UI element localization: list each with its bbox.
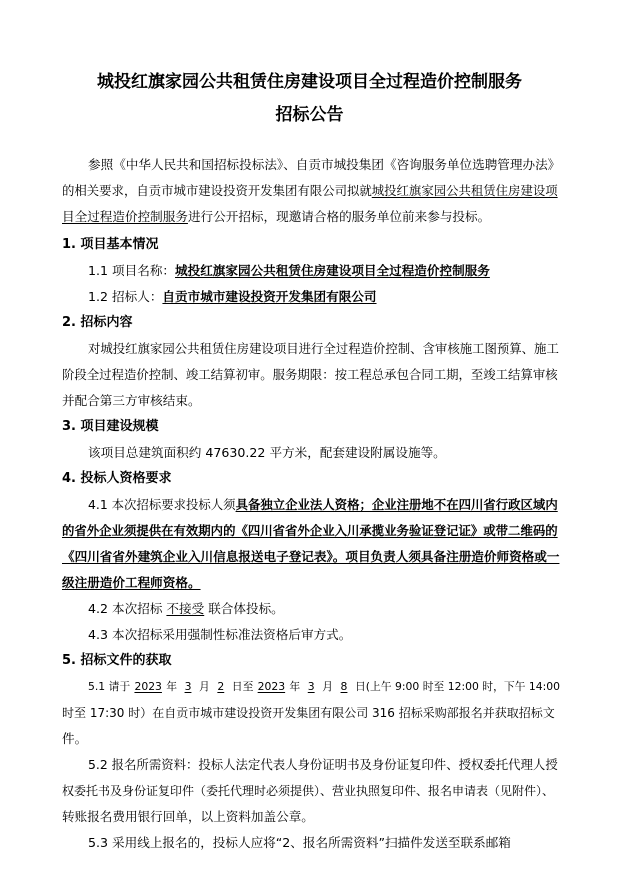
intro-text: 参照《中华人民共和国招标投标法》、自贡市城投集团《咨询服务单位选聘管理办法》 (88, 157, 561, 172)
document-title: 城投红旗家园公共租赁住房建设项目全过程造价控制服务 (97, 72, 522, 92)
date-text: 月 (322, 680, 333, 693)
section-2-line-2: 阶段全过程造价控制、竣工结算初审。服务期限：按工程总承包合同工期，至竣工结算审核 (62, 367, 558, 382)
requirement-text: 4.1 本次招标要求投标人须 (88, 497, 236, 512)
date-text: 5.1 请于 (88, 680, 131, 693)
intro-line-1 (88, 156, 560, 174)
project-name-underlined: 城投红旗家园公共租赁住房建设项 (371, 183, 558, 198)
section-1-heading: 1. 项目基本情况 (62, 237, 159, 252)
intro-line-2 (62, 182, 558, 200)
section-4-line-4: 级注册造价工程师资格。 (62, 575, 201, 590)
date-text: 年 (166, 680, 177, 693)
section-3-line-1: 该项目总建筑面积约 47630.22 平方米，配套建设附属设施等。 (88, 445, 446, 460)
not-accepted-underlined: 不接受 (166, 601, 205, 616)
section-5-p2-line-1: 5.2 报名所需资料：投标人法定代表人身份证明书及身份证复印件、授权委托代理人授 (88, 757, 558, 772)
document-subtitle: 招标公告 (275, 105, 344, 125)
section-2-line-3: 并配合第三方审核结束。 (62, 393, 201, 408)
section-4-heading: 4. 投标人资格要求 (62, 471, 172, 486)
section-4-line-5 (88, 600, 284, 618)
section-4-line-6: 4.3 本次招标采用强制性标准法资格后审方式。 (88, 627, 352, 642)
date-text: 月 (199, 680, 210, 693)
intro-text: 进行公开招标，现邀请合格的服务单位前来参与投标。 (187, 209, 491, 224)
section-2-heading: 2. 招标内容 (62, 315, 133, 330)
start-year: 2023 (134, 680, 162, 693)
end-day: 8 (340, 680, 348, 693)
start-month: 3 (184, 680, 192, 693)
section-5-p2-line-2: 权委托书及身份证复印件（委托代理时必须提供）、营业执照复印件、报名申请表（见附件）、 (62, 784, 555, 798)
section-5-p3-line-1: 5.3 采用线上报名的，投标人应将“2、报名所需资料”扫描件发送至联系邮箱 (88, 835, 511, 850)
project-name-underlined: 目全过程造价控制服务 (62, 209, 188, 224)
section-5-p2-line-3: 转账报名费用银行回单，以上资料加盖公章。 (62, 809, 314, 824)
intro-text: 的相关要求，自贡市城市建设投资开发集团有限公司拟就 (62, 183, 372, 198)
tenderer-value: 自贡市城市建设投资开发集团有限公司 (162, 289, 377, 304)
section-5-p1-line-3: 件。 (62, 731, 88, 746)
section-1-item-2 (88, 288, 377, 306)
date-text: 日(上午 9:00 时至 12:00 时，下午 14:00 (354, 680, 561, 693)
project-name-value: 城投红旗家园公共租赁住房建设项目全过程造价控制服务 (175, 263, 490, 278)
section-5-p1-line-1 (88, 678, 560, 696)
date-text: 年 (289, 680, 301, 693)
section-5-heading: 5. 招标文件的获取 (62, 653, 172, 668)
requirement-text: 4.2 本次招标 (88, 601, 163, 616)
requirement-emphasis: 具备独立企业法人资格；企业注册地不在四川省行政区域内 (235, 497, 558, 512)
section-1-item-1 (88, 262, 490, 280)
section-5-p1-line-2: 时至 17:30 时）在自贡市城市建设投资开发集团有限公司 316 招标采购部报名并获取招标文 (62, 706, 555, 720)
start-day: 2 (217, 680, 225, 693)
section-4-line-3: 《四川省省外建筑企业入川信息报送电子登记表》。项目负责人须具备注册造价师资格或一 (62, 549, 560, 564)
date-text: 日至 (231, 680, 254, 693)
end-month: 3 (307, 680, 315, 693)
end-year: 2023 (257, 680, 286, 693)
item-label: 1.2 招标人： (88, 289, 163, 304)
section-4-line-1 (88, 496, 558, 514)
section-3-heading: 3. 项目建设规模 (62, 419, 159, 434)
intro-line-3 (62, 208, 490, 226)
section-4-line-2: 的省外企业须提供在有效期内的《四川省省外企业入川承揽业务验证登记证》或带二维码的 (62, 523, 558, 538)
requirement-text: 联合体投标。 (208, 601, 284, 616)
item-label: 1.1 项目名称： (88, 263, 176, 278)
section-2-line-1: 对城投红旗家园公共租赁住房建设项目进行全过程造价控制、含审核施工图预算、施工 (88, 341, 559, 356)
